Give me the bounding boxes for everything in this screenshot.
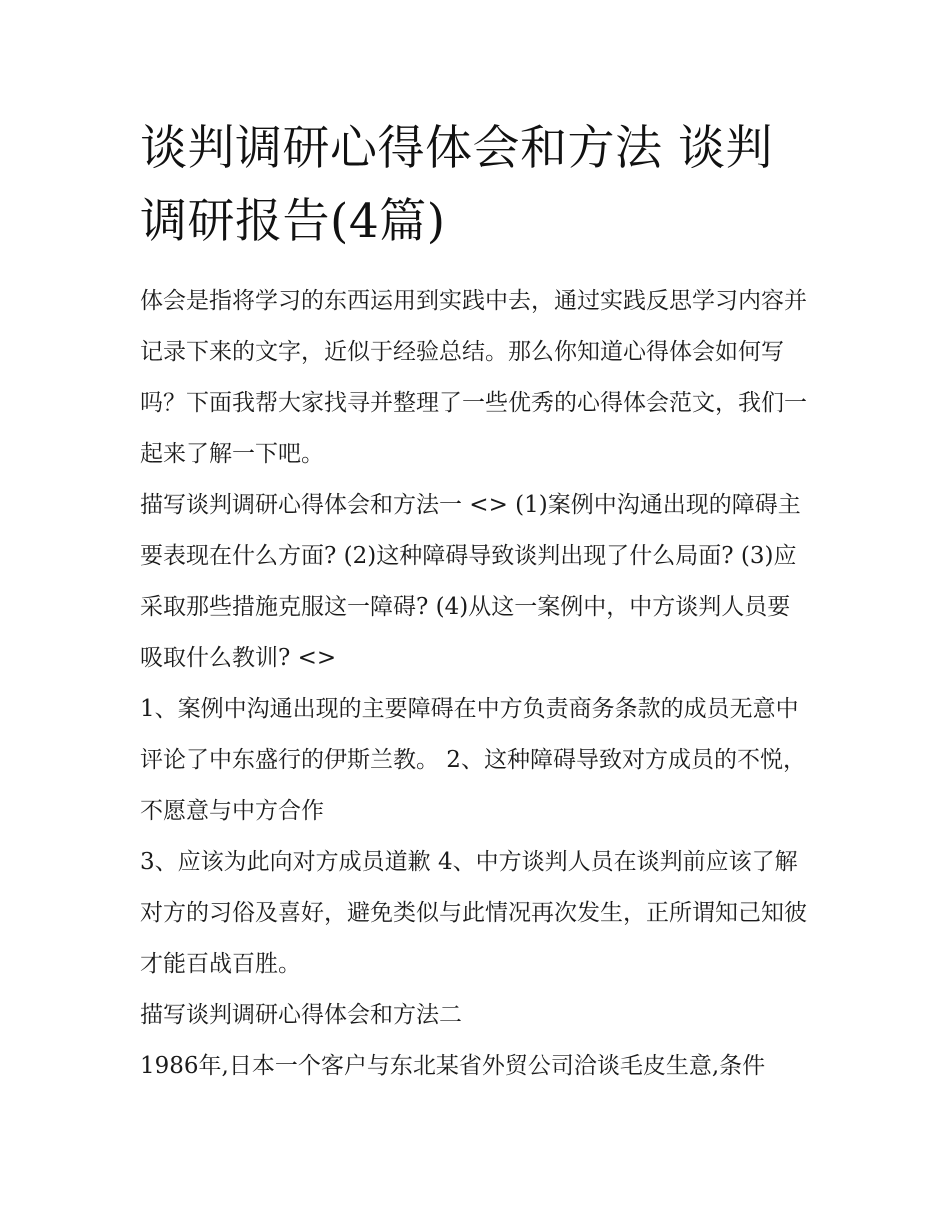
paragraph-method-one-questions: 描写谈判调研心得体会和方法一 <> (1)案例中沟通出现的障碍主要表现在什么方面? (2)这种障碍导致谈判出现了什么局面? (3)应采取那些措施克服这一障碍? (4)从这一案例中，中方谈判人员要吸取什么教训? <> (140, 492, 801, 671)
section-heading-method-two: 描写谈判调研心得体会和方法二 (140, 1002, 462, 1028)
document-page (140, 112, 812, 1092)
document-body (140, 276, 812, 1092)
paragraph-intro: 体会是指将学习的东西运用到实践中去，通过实践反思学习内容并记录下来的文字，近似于经验总结。那么你知道心得体会如何写吗？下面我帮大家找寻并整理了一些优秀的心得体会范文，我们一起来了解一下吧。 (140, 288, 807, 467)
paragraph-case-1986: 1986年,日本一个客户与东北某省外贸公司洽谈毛皮生意,条件 (140, 1053, 766, 1079)
paragraph-answers-3-4: 3、应该为此向对方成员道歉 4、中方谈判人员在谈判前应该了解对方的习俗及喜好，避免类似与此情况再次发生，正所谓知己知彼才能百战百胜。 (140, 849, 807, 977)
document-title: 谈判调研心得体会和方法 谈判调研报告(4篇) (140, 121, 773, 249)
paragraph-answers-1-2: 1、案例中沟通出现的主要障碍在中方负责商务条款的成员无意中评论了中东盛行的伊斯兰教。 2、这种障碍导致对方成员的不悦，不愿意与中方合作 (140, 696, 806, 824)
